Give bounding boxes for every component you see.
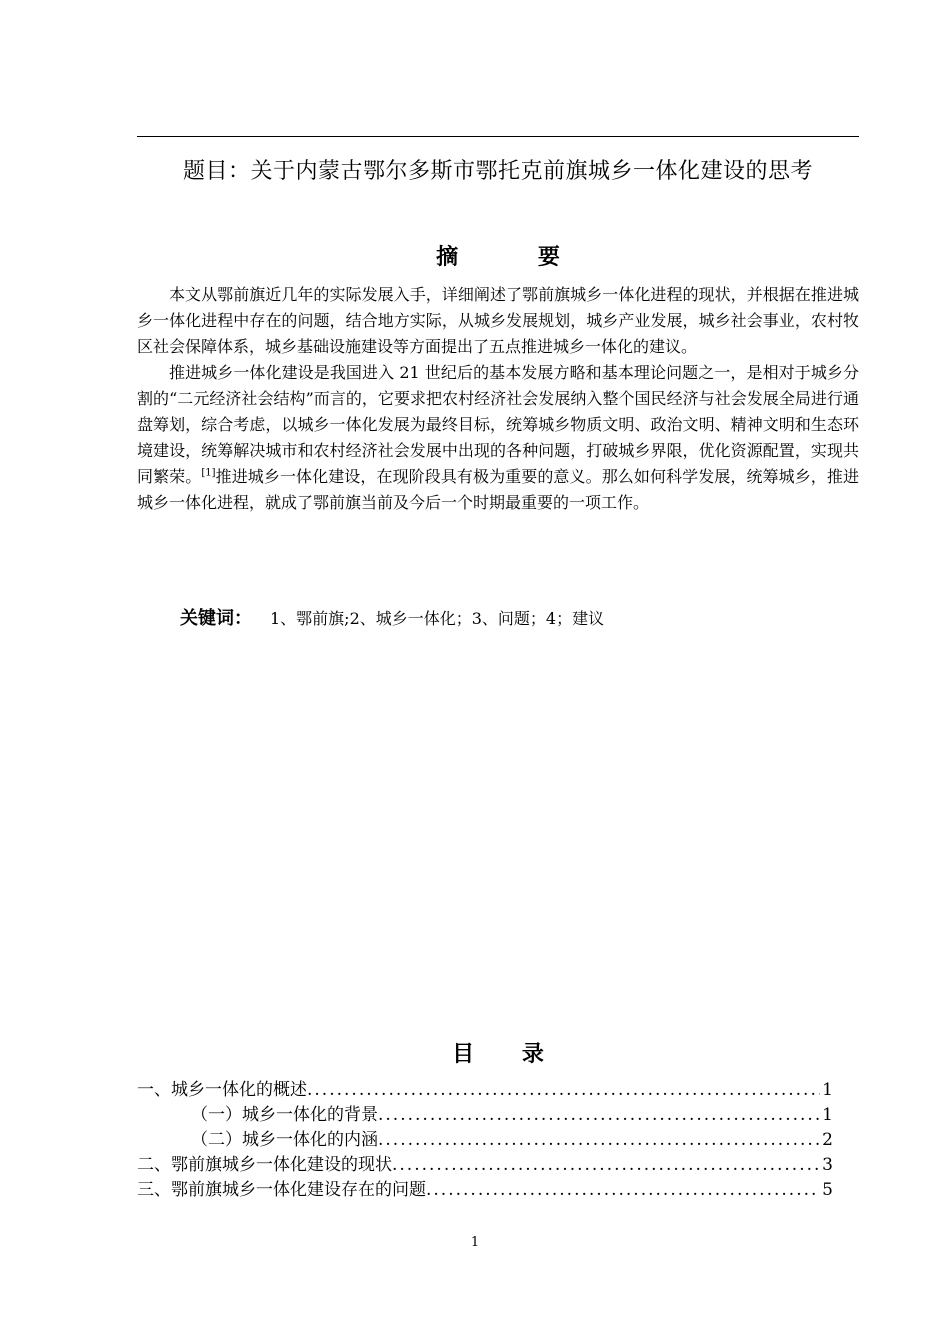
toc-entry-title: （一）城乡一体化的背景 xyxy=(191,1105,378,1125)
toc-entry[interactable] xyxy=(137,1178,833,1203)
toc-leader-dots xyxy=(378,1103,820,1128)
document-title: 题目：关于内蒙古鄂尔多斯市鄂托克前旗城乡一体化建设的思考 xyxy=(182,159,813,184)
toc-entry-title: 二、鄂前旗城乡一体化建设的现状 xyxy=(137,1155,392,1175)
toc-entry[interactable] xyxy=(137,1153,833,1178)
toc-entry-title: 一、城乡一体化的概述 xyxy=(137,1080,307,1100)
keywords-label: 关键词： xyxy=(180,608,252,629)
toc-entry-page: 1 xyxy=(822,1080,833,1100)
header-rule xyxy=(137,136,859,137)
toc-entry-page: 1 xyxy=(822,1105,833,1125)
toc-leader-dots xyxy=(307,1078,820,1103)
citation-reference: [1] xyxy=(201,467,216,479)
toc-leader-dots xyxy=(378,1128,820,1153)
toc-heading: 目 录 xyxy=(452,1042,544,1067)
abstract-heading: 摘 要 xyxy=(436,245,560,270)
abstract-paragraph-2-text: 推进城乡一体化建设是我国进入 21 世纪后的基本发展方略和基本理论问题之一，是相对于城乡分割的“二元经济社会结构”而言的，它要求把农村经济社会发展纳入整个国民经济与社会发展全局进行通盘筹划，综合考虑，以城乡一体化发展为最终目标，统筹城乡物质文明、政治文明、精神文明和生态环境建设，统筹解决城市和农村经济社会发展中出现的各种问题，打破城乡界限，优化资源配置，实现共同繁荣。 xyxy=(137,363,859,486)
toc-entry[interactable] xyxy=(137,1078,833,1103)
keywords-value: 1、鄂前旗;2、城乡一体化；3、问题；4；建议 xyxy=(270,609,605,628)
toc-entry-title: （二）城乡一体化的内涵 xyxy=(191,1130,378,1150)
keywords-line xyxy=(180,606,604,632)
toc-entry-page: 5 xyxy=(822,1180,833,1200)
toc-entry-title: 三、鄂前旗城乡一体化建设存在的问题 xyxy=(137,1180,426,1200)
toc-leader-dots xyxy=(426,1178,820,1203)
abstract-paragraph-2-continued: 推进城乡一体化建设，在现阶段具有极为重要的意义。那么如何科学发展，统筹城乡，推进城乡一体化进程，就成了鄂前旗当前及今后一个时期最重要的一项工作。 xyxy=(137,467,859,512)
abstract-body xyxy=(137,282,859,516)
abstract-paragraph-1: 本文从鄂前旗近几年的实际发展入手，详细阐述了鄂前旗城乡一体化进程的现状，并根据在推进城乡一体化进程中存在的问题，结合地方实际，从城乡发展规划，城乡产业发展，城乡社会事业，农村牧区社会保障体系，城乡基础设施建设等方面提出了五点推进城乡一体化的建议。 xyxy=(137,285,859,356)
toc-entry-page: 2 xyxy=(822,1130,833,1150)
toc-entry[interactable] xyxy=(137,1103,833,1128)
table-of-contents xyxy=(137,1078,833,1203)
toc-entry-page: 3 xyxy=(822,1155,833,1175)
toc-leader-dots xyxy=(392,1153,820,1178)
abstract-paragraph-2 xyxy=(137,360,859,516)
toc-entry[interactable] xyxy=(137,1128,833,1153)
page-number: 1 xyxy=(470,1235,480,1250)
